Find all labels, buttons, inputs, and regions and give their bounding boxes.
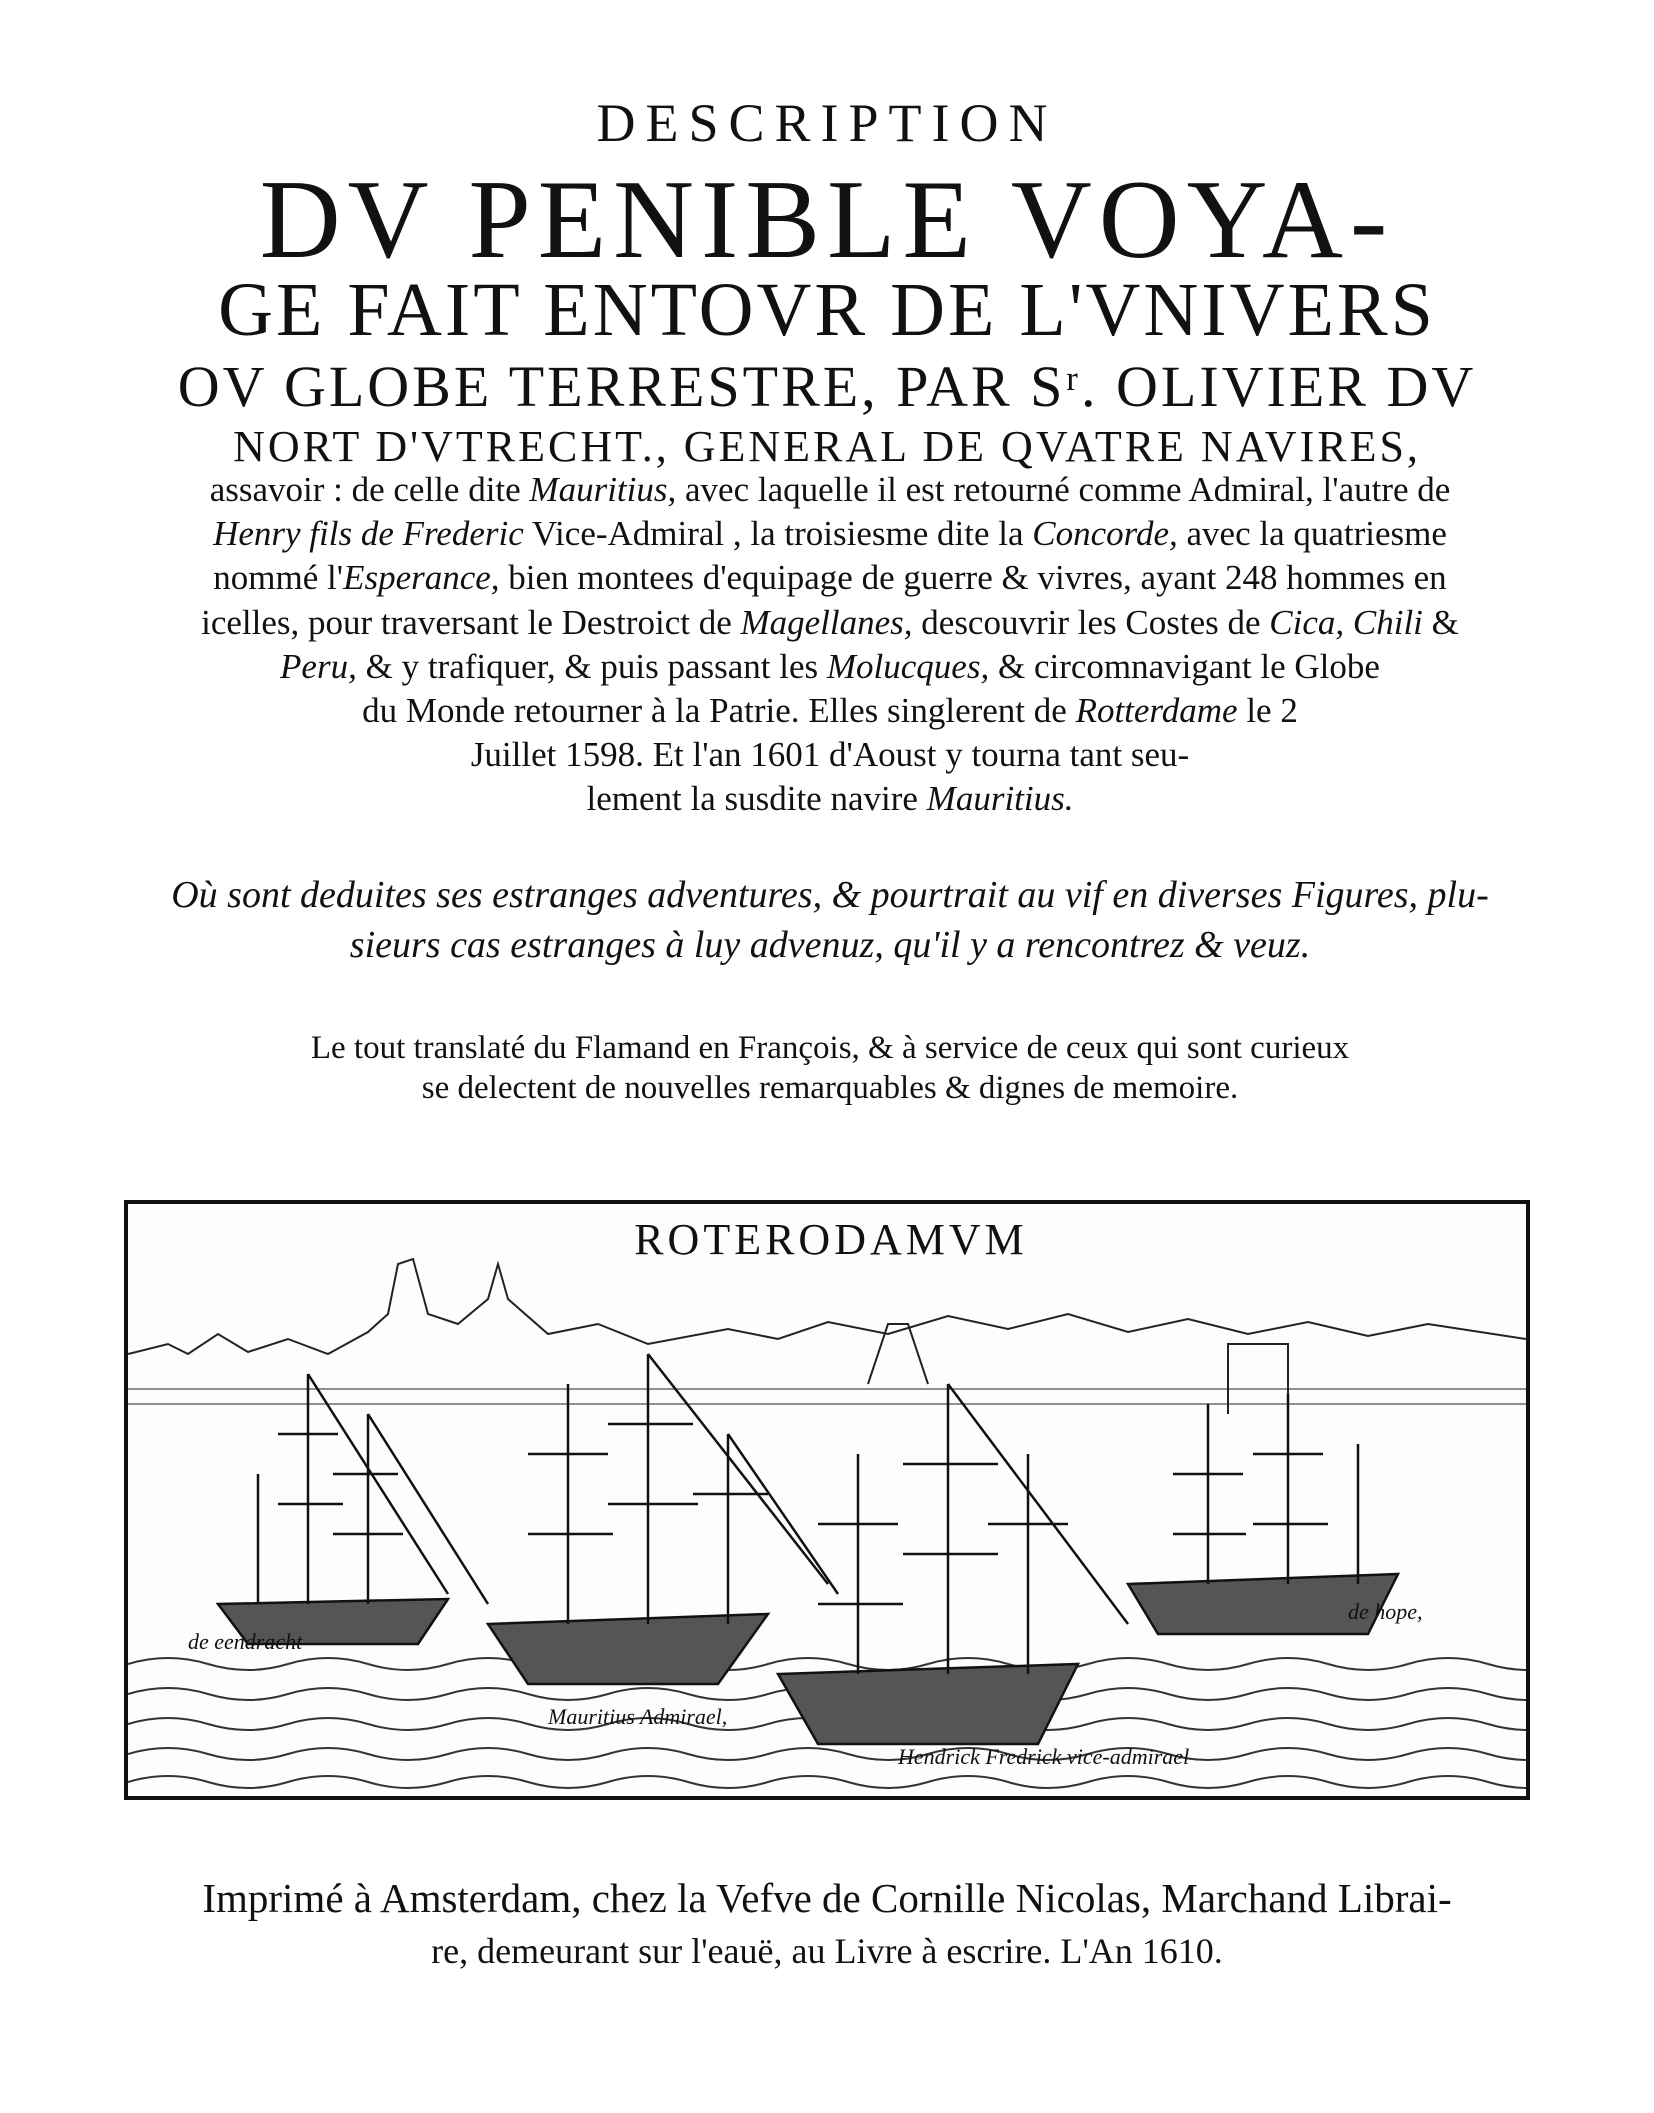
text-run: le 2: [1237, 691, 1298, 731]
text-run: Vice-Admiral , la troisiesme dite la: [523, 514, 1033, 554]
title-line-3: GE FAIT ENTOVR DE L'VNIVERS: [218, 268, 1436, 352]
adventures-line: Où sont deduites ses estranges adventures, & pourtrait au vif en diverses Figures, plu-: [171, 874, 1489, 916]
text-run: du Monde retourner à la Patrie. Elles singlerent de: [362, 691, 1076, 731]
text-run: Juillet 1598. Et l'an 1601 d'Aoust y tourna tant seu-: [470, 735, 1190, 775]
text-run: bien montees d'equipage de guerre & vivres, ayant 248 hommes en: [499, 558, 1447, 598]
description-line: [150, 777, 1510, 821]
text-run: & y trafiquer, & puis passant les: [356, 646, 827, 686]
adventures-note: [150, 870, 1510, 970]
description-line: [150, 645, 1510, 689]
description-line: [150, 512, 1510, 556]
text-run: & circomnavigant le Globe: [989, 646, 1380, 686]
text-run: lement la susdite navire: [586, 779, 927, 819]
text-run: assavoir : de celle dite: [209, 470, 530, 509]
italic-run: Cica, Chili: [1269, 602, 1423, 642]
ship-label-mauritius: Mauritius Admirael,: [548, 1704, 728, 1729]
text-run: nommé l': [213, 558, 344, 598]
italic-run: Henry fils de Frederic: [213, 514, 524, 554]
text-run: descouvrir les Costes de: [912, 602, 1270, 642]
description-line: [150, 733, 1510, 777]
city-skyline: [128, 1259, 1526, 1414]
description-line: [150, 468, 1510, 512]
translation-line: Le tout translaté du Flamand en François, & à service de ceux qui sont curieux: [310, 1030, 1350, 1066]
title-line-5: NORT D'VTRECHT., GENERAL DE QVATRE NAVIRES,: [233, 422, 1421, 471]
title-line-2: DV PENIBLE VOYA-: [259, 158, 1395, 282]
italic-run: Concorde,: [1032, 514, 1178, 554]
translation-note: [150, 1028, 1510, 1108]
ship-hendrick: [778, 1384, 1128, 1744]
description-line: [150, 689, 1510, 733]
translation-line: se delectent de nouvelles remarquables & dignes de memoire.: [421, 1070, 1239, 1106]
italic-run: Esperance,: [343, 558, 500, 598]
italic-run: Peru,: [280, 646, 357, 686]
ship-label-hendrick: Hendrick Fredrick vice-admirael: [898, 1744, 1190, 1769]
description-line: [150, 556, 1510, 600]
italic-run: Magellanes,: [740, 602, 913, 642]
text-run: icelles, pour traversant le Destroict de: [201, 602, 741, 642]
imprint-line-1: Imprimé à Amsterdam, chez la Vefve de Cornille Nicolas, Marchand Librai-: [202, 1875, 1452, 1921]
imprint: [100, 1870, 1554, 1976]
ship-eendracht: [218, 1374, 488, 1644]
text-run: avec la quatriesme: [1177, 514, 1447, 554]
city-title: ROTERODAMVM: [634, 1215, 1028, 1264]
title-line-1: DESCRIPTION: [596, 93, 1058, 153]
ship-hope: [1128, 1394, 1398, 1634]
description-line: [150, 601, 1510, 645]
italic-run: Rotterdame: [1075, 691, 1238, 731]
italic-run: Molucques,: [826, 646, 990, 686]
rotterdam-engraving: [124, 1200, 1530, 1800]
title-line-4: OV GLOBE TERRESTRE, PAR Sʳ. OLIVIER DV: [177, 354, 1477, 419]
italic-run: Mauritius,: [529, 470, 677, 509]
adventures-line: sieurs cas estranges à luy advenuz, qu'il y a rencontrez & veuz.: [349, 924, 1311, 966]
italic-run: Mauritius.: [926, 779, 1074, 819]
description-text: [150, 468, 1510, 822]
text-run: &: [1422, 602, 1459, 642]
ship-label-eendracht: de eendracht: [188, 1629, 303, 1654]
imprint-line-2: re, demeurant sur l'eauë, au Livre à escrire. L'An 1610.: [431, 1931, 1223, 1971]
text-run: avec laquelle il est retourné comme Admiral, l'autre de: [676, 470, 1451, 509]
ship-label-hope: de hope,: [1348, 1599, 1423, 1624]
engraving-drawing: [128, 1204, 1526, 1796]
